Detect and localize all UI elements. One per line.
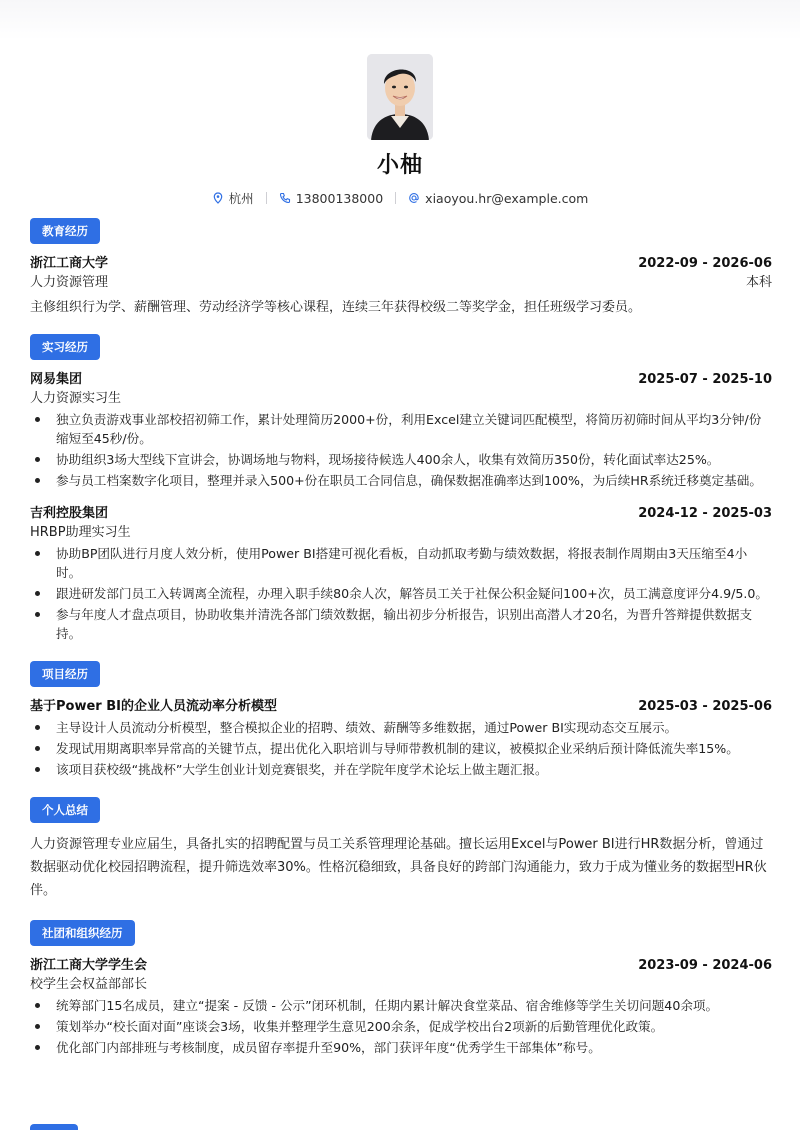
list-item: 独立负责游戏事业部校招初筛工作，累计处理简历2000+份，利用Excel建立关键词匹配模型，将简历初筛时间从平均3分钟/份缩短至45秒/份。 xyxy=(30,410,772,448)
list-item: 统筹部门15名成员，建立“提案 - 反馈 - 公示”闭环机制，任期内累计解决食堂菜品、宿舍维修等学生关切问题40余项。 xyxy=(30,996,772,1015)
section-title-project: 项目经历 xyxy=(30,661,100,687)
company-name: 吉利控股集团 xyxy=(30,506,109,521)
bullet-list xyxy=(30,996,772,1057)
organization-name: 浙江工商大学学生会 xyxy=(30,958,148,973)
project-name: 基于Power BI的企业人员流动率分析模型 xyxy=(30,699,277,714)
section-title-clubs: 社团和组织经历 xyxy=(30,920,135,946)
bullet-list xyxy=(30,544,772,643)
internship-entry xyxy=(30,370,772,490)
avatar-portrait-icon xyxy=(367,54,433,140)
list-item: 跟进研发部门员工入转调离全流程，办理入职手续80余人次，解答员工关于社保公积金疑问100+次，员工满意度评分4.9/5.0。 xyxy=(30,584,772,603)
contact-email[interactable] xyxy=(396,191,600,206)
bullet-list xyxy=(30,718,772,779)
list-item: 参与员工档案数字化项目，整理并录入500+份在职员工合同信息，确保数据准确率达到100%，为后续HR系统迁移奠定基础。 xyxy=(30,471,772,490)
candidate-name: 小柚 xyxy=(376,153,423,178)
list-item: 优化部门内部排班与考核制度，成员留存率提升至90%，部门获评年度“优秀学生干部集体”称号。 xyxy=(30,1038,772,1057)
list-item: 协助组织3场大型线下宣讲会，协调场地与物料，现场接待候选人400余人，收集有效简历350份，转化面试率达25%。 xyxy=(30,450,772,469)
phone-text: 13800138000 xyxy=(295,190,384,206)
internship-entry xyxy=(30,504,772,643)
club-entry xyxy=(30,956,772,1057)
list-item: 发现试用期离职率异常高的关键节点，提出优化入职培训与导师带教机制的建议，被模拟企业采纳后预计降低流失率15%。 xyxy=(30,739,772,758)
clubs-section xyxy=(30,920,772,1057)
club-dates: 2023-09 - 2024-06 xyxy=(638,958,772,973)
project-dates: 2025-03 - 2025-06 xyxy=(638,699,772,714)
at-sign-icon xyxy=(408,192,420,204)
internship-dates: 2025-07 - 2025-10 xyxy=(638,372,772,387)
education-description: 主修组织行为学、薪酬管理、劳动经济学等核心课程，连续三年获得校级二等奖学金，担任班级学习委员。 xyxy=(30,300,642,315)
summary-text: 人力资源管理专业应届生，具备扎实的招聘配置与员工关系管理理论基础。擅长运用Excel与Power BI进行HR数据分析，曾通过数据驱动优化校园招聘流程，提升筛选效率30%。性格沉稳细致，具备良好的跨部门沟通能力，致力于成为懂业务的数据型HR伙伴。 xyxy=(30,837,767,898)
school-name: 浙江工商大学 xyxy=(30,256,109,271)
list-item: 策划举办“校长面对面”座谈会3场，收集并整理学生意见200余条，促成学校出台2项新的后勤管理优化政策。 xyxy=(30,1017,772,1036)
internship-dates: 2024-12 - 2025-03 xyxy=(638,506,772,521)
phone-icon xyxy=(279,192,291,204)
map-pin-icon xyxy=(212,192,224,204)
location-text: 杭州 xyxy=(228,191,254,206)
job-title: 人力资源实习生 xyxy=(30,391,122,406)
project-entry xyxy=(30,697,772,779)
internship-section xyxy=(30,334,772,643)
bullet-list xyxy=(30,410,772,490)
education-dates: 2022-09 - 2026-06 xyxy=(638,256,772,271)
resume-header xyxy=(0,54,800,207)
education-entry xyxy=(30,254,772,318)
section-title-summary: 个人总结 xyxy=(30,797,100,823)
company-name: 网易集团 xyxy=(30,372,83,387)
degree: 本科 xyxy=(745,275,772,290)
next-section-badge xyxy=(30,1124,78,1130)
major: 人力资源管理 xyxy=(30,275,109,290)
contact-bar xyxy=(0,189,800,207)
contact-phone[interactable] xyxy=(267,191,395,206)
project-section xyxy=(30,661,772,779)
contact-location xyxy=(200,189,266,207)
resume-body xyxy=(30,218,772,1075)
list-item: 主导设计人员流动分析模型，整合模拟企业的招聘、绩效、薪酬等多维数据，通过Power BI实现动态交互展示。 xyxy=(30,718,772,737)
section-title-education: 教育经历 xyxy=(30,218,100,244)
avatar xyxy=(367,54,433,140)
summary-section xyxy=(30,797,772,902)
email-text: xiaoyou.hr@example.com xyxy=(425,190,589,206)
education-section xyxy=(30,218,772,318)
job-title: HRBP助理实习生 xyxy=(30,525,131,540)
list-item: 参与年度人才盘点项目，协助收集并清洗各部门绩效数据，输出初步分析报告，识别出高潜人才20名，为晋升答辩提供数据支持。 xyxy=(30,605,772,643)
list-item: 该项目获校级“挑战杯”大学生创业计划竞赛银奖，并在学院年度学术论坛上做主题汇报。 xyxy=(30,760,772,779)
list-item: 协助BP团队进行月度人效分析，使用Power BI搭建可视化看板，自动抓取考勤与绩效数据，将报表制作周期由3天压缩至4小时。 xyxy=(30,544,772,582)
section-title-internship: 实习经历 xyxy=(30,334,100,360)
club-role: 校学生会权益部部长 xyxy=(30,977,148,992)
